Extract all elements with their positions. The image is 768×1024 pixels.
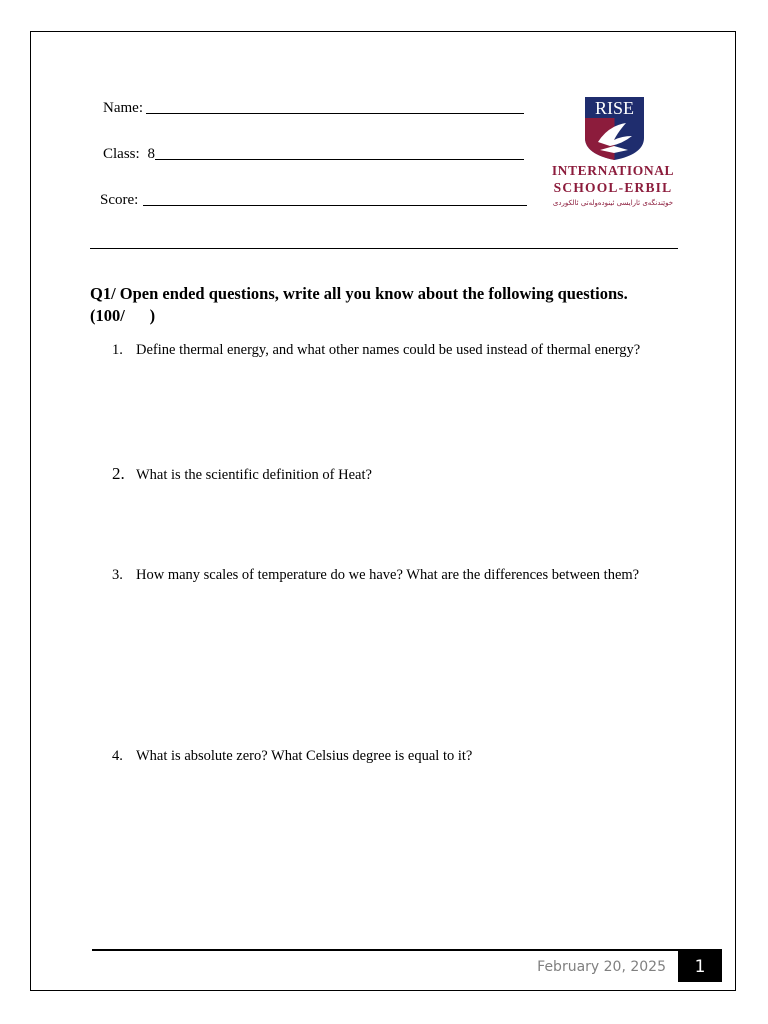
question-text: How many scales of temperature do we have? What are the differences between them? (136, 567, 640, 583)
logo-shield-text: RISE (594, 98, 635, 118)
question-text: Define thermal energy, and what other names could be used instead of thermal energy? (136, 342, 641, 358)
question-number: 4. (112, 748, 123, 764)
question-item (112, 566, 639, 584)
school-name-kurdish: خوێندنگەی ئارایسی ئینودەولەتی ئالکوردی (552, 199, 674, 207)
question-title (90, 283, 690, 327)
question-item (112, 465, 372, 484)
question-text: What is the scientific definition of Heat? (136, 467, 372, 483)
school-name-line2: SCHOOL-ERBIL (553, 180, 673, 195)
question-number: 2. (112, 464, 125, 483)
question-number: 1. (112, 342, 123, 358)
footer-divider (92, 949, 722, 951)
name-line[interactable] (146, 113, 524, 114)
question-item (112, 341, 640, 359)
question-title-line2: (100/ ) (90, 306, 156, 325)
name-label: Name: (103, 100, 143, 116)
score-label: Score: (100, 192, 139, 208)
score-field (100, 191, 138, 209)
footer-date: February 20, 2025 (537, 959, 666, 975)
question-text: What is absolute zero? What Celsius degree is equal to it? (136, 748, 473, 764)
class-field (103, 145, 155, 163)
class-line[interactable] (155, 159, 524, 160)
question-number: 3. (112, 567, 123, 583)
name-field (103, 99, 143, 117)
page-number: 1 (678, 951, 722, 982)
question-item (112, 747, 472, 765)
school-logo (548, 96, 682, 166)
class-label: Class: (103, 146, 140, 162)
score-line[interactable] (143, 205, 527, 206)
class-value: 8 (147, 146, 155, 162)
school-name-line1: INTERNATIONAL (551, 163, 675, 178)
header-divider (90, 248, 678, 249)
question-title-line1: Q1/ Open ended questions, write all you know about the following questions. (90, 284, 628, 303)
